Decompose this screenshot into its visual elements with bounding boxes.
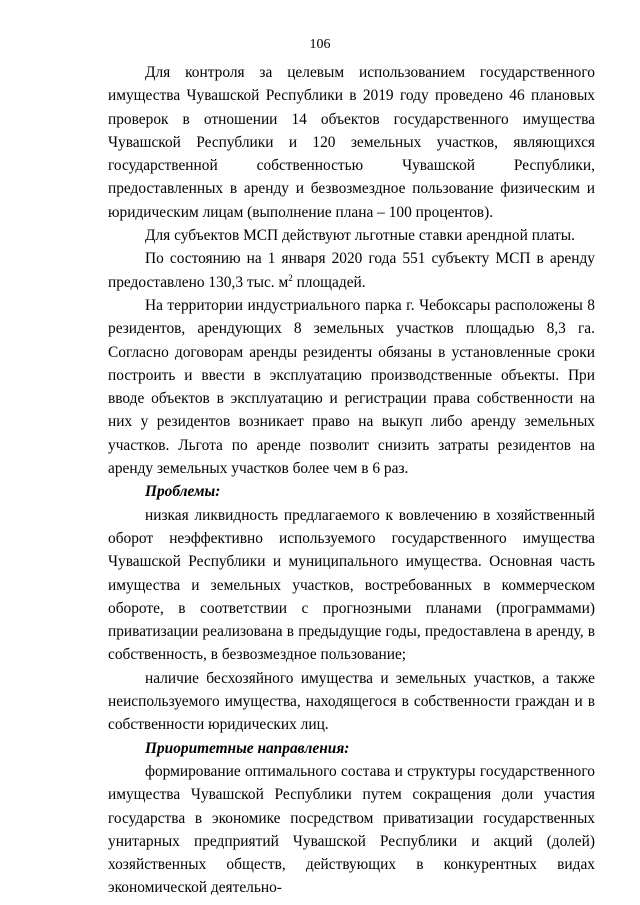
heading-problems: Проблемы:	[145, 483, 221, 501]
paragraph-optimal-structure: формирование оптимального состава и структуры государственного имущества Чувашской Республики путем сокращения доли участия государства в экономике посредством приватизации государственных унитарных предприятий Чувашской Республики и акций (долей) хозяйственных обществ, действующих в конкурентных видах экономической деятельно-	[108, 762, 595, 897]
paragraph-msp-area	[108, 247, 595, 294]
paragraph-msp-rates: Для субъектов МСП действуют льготные ставки арендной платы.	[145, 227, 575, 245]
area-superscript: 2	[288, 272, 293, 283]
area-tail: площадей.	[292, 273, 366, 291]
paragraph-ownerless-property: наличие бесхозяйного имущества и земельных участков, а также неиспользуемого имущества, находящегося в собственности граждан и в собственности юридических лиц.	[108, 669, 595, 734]
paragraph-low-liquidity: низкая ликвидность предлагаемого к вовлечению в хозяйственный оборот неэффективно используемого государственного имущества Чувашской Республики и муниципального имущества. Основная часть имущества и земельных участков, востребованных в коммерческом обороте, в соответствии с прогнозными планами (программами) приватизации реализована в предыдущие годы, предоставлена в аренду, в собственность, в безвозмездное пользование;	[108, 506, 595, 664]
document-body	[108, 61, 595, 900]
page-number: 106	[309, 37, 331, 52]
area-text: По состоянию на 1 января 2020 года 551 субъекту МСП в аренду предоставлено 130,3 тыс. м	[108, 250, 595, 291]
paragraph-control-checks: Для контроля за целевым использованием государственного имущества Чувашской Республики в 2019 году проведено 46 плановых проверок в отношении 14 объектов государственного имущества Чувашской Республики и 120 земельных участков, являющихся государственной собственностью Чувашской Республики, предоставленных в аренду и безвозмездное пользование физическим и юридическим лицам (выполнение плана – 100 процентов).	[108, 64, 595, 221]
heading-priorities: Приоритетные направления:	[145, 739, 350, 757]
paragraph-industrial-park: На территории индустриального парка г. Чебоксары расположены 8 резидентов, арендующих 8 земельных участков площадью 8,3 га. Согласно договорам аренды резиденты обязаны в установленные сроки построить и ввести в эксплуатацию производственные объекты. При вводе объектов в эксплуатацию и регистрации права собственности на них у резидентов возникает право на выкуп либо аренду земельных участков. Льгота по аренде позволит снизить затраты резидентов на аренду земельных участков более чем в 6 раз.	[108, 296, 595, 478]
